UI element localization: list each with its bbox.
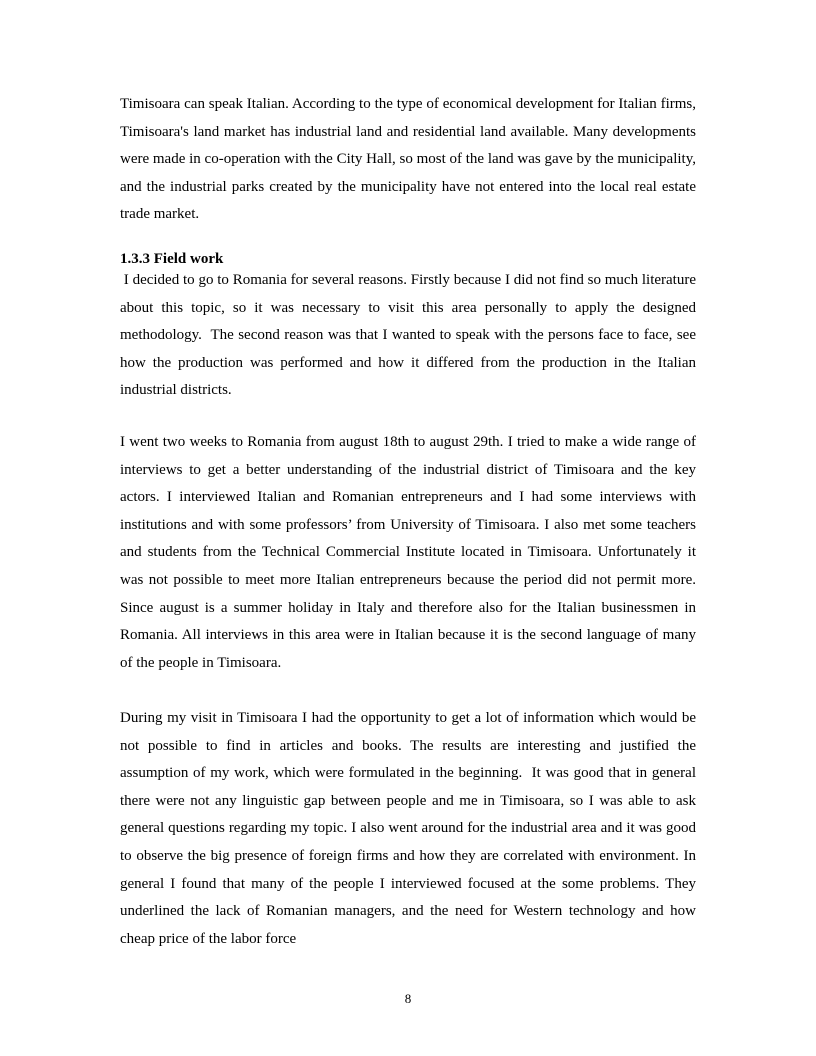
paragraph-interviews: I went two weeks to Romania from august 18th to august 29th. I tried to make a wide range of interviews to get a better understanding of the industrial district of Timisoara and the key actors. I interviewed Italian and Romanian entrepreneurs and I had some interviews with institutions and with some professors’ from University of Timisoara. I also met some teachers and students from the Technical Commercial Institute located in Timisoara. Unfortunately it was not possible to meet more Italian entrepreneurs because the period did not permit more. Since august is a summer holiday in Italy and therefore also for the Italian businessmen in Romania. All interviews in this area were in Italian because it is the second language of many of the people in Timisoara.	[120, 434, 696, 671]
paragraph-visit-findings: During my visit in Timisoara I had the opportunity to get a lot of information which would be not possible to find in articles and books. The results are interesting and justified the assumption of my work, which were formulated in the beginning. It was good that in general there were not any linguistic gap between people and me in Timisoara, so I was able to ask general questions regarding my topic. I also went around for the industrial area and it was good to observe the big presence of foreign firms and how they are correlated with environment. In general I found that many of the people I interviewed focused at the some problems. They underlined the lack of Romanian managers, and the need for Western technology and how cheap price of the labor force	[120, 710, 696, 947]
paragraph-reasons: I decided to go to Romania for several reasons. Firstly because I did not find so much literature about this topic, so it was necessary to visit this area personally to apply the designed methodology. The second reason was that I wanted to speak with the persons face to face, see how the production was performed and how it differed from the production in the Italian industrial districts.	[120, 272, 696, 399]
page-number: 8	[404, 991, 412, 1006]
section-heading-field-work: 1.3.3 Field work	[120, 251, 224, 267]
paragraph-land-market: Timisoara can speak Italian. According to the type of economical development for Italian firms, Timisoara's land market has industrial land and residential land available. Many developments were made in co-operation with the City Hall, so most of the land was gave by the municipality, and the industrial parks created by the municipality have not entered into the local real estate trade market.	[120, 96, 696, 223]
